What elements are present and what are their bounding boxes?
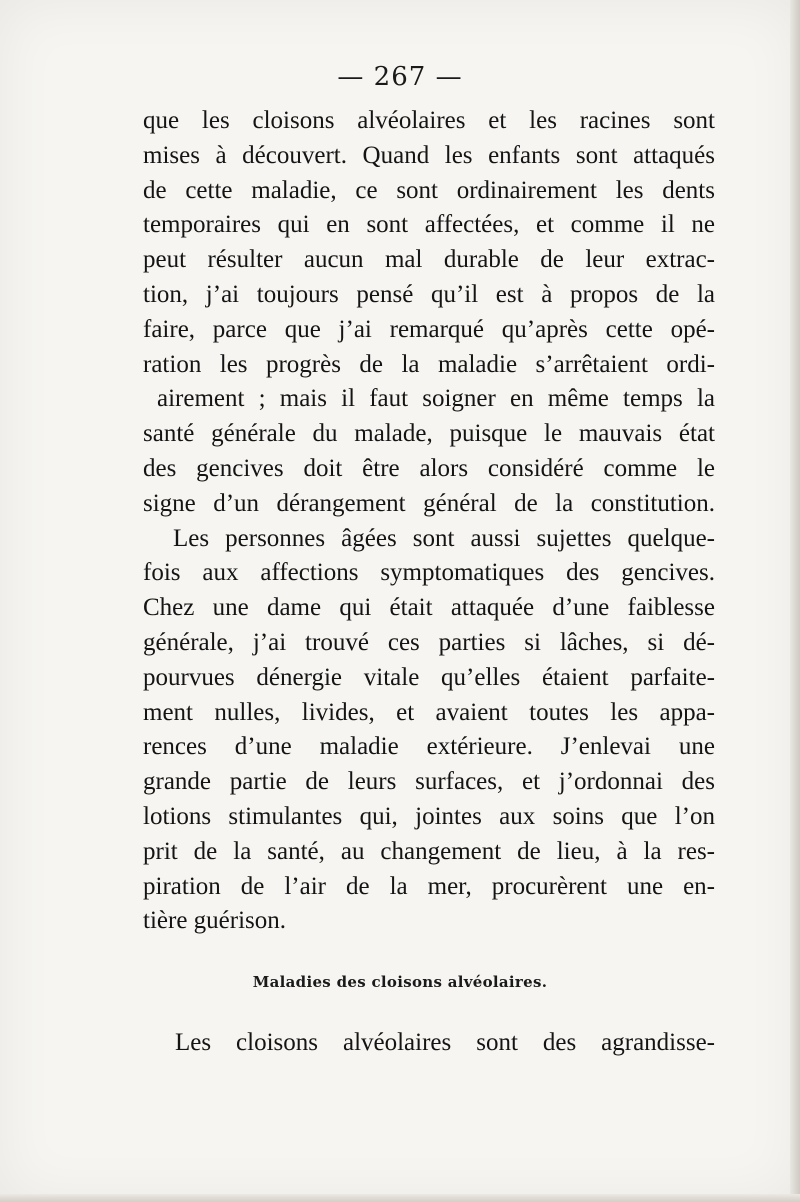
text-line: grande partie de leurs surfaces, et j’ordonnai des: [143, 768, 715, 796]
text-line: piration de l’air de la mer, procurèrent une en-: [143, 872, 715, 900]
text-line: lotions stimulantes qui, jointes aux soins que l’on: [143, 802, 715, 830]
text-line: tière guérison.: [143, 907, 287, 935]
text-line: prit de la santé, au changement de lieu, à la res-: [143, 837, 715, 865]
text-line: mises à découvert. Quand les enfants sont attaqués: [143, 141, 715, 169]
section-heading: Maladies des cloisons alvéolaires.: [252, 973, 548, 991]
text-line: tion, j’ai toujours pensé qu’il est à propos de la: [143, 280, 715, 308]
text-line: de cette maladie, ce sont ordinairement les dents: [143, 176, 715, 204]
text-line: temporaires qui en sont affectées, et comme il ne: [143, 211, 715, 239]
text-line: airement ; mais il faut soigner en même temps la: [157, 385, 715, 413]
text-line: pourvues dénergie vitale qu’elles étaient parfaite-: [143, 663, 715, 691]
text-line: que les cloisons alvéolaires et les racines sont: [143, 107, 715, 134]
text-line: rences d’une maladie extérieure. J’enlevai une: [143, 733, 715, 761]
text-line: générale, j’ai trouvé ces parties si lâches, si dé-: [143, 628, 715, 656]
text-line: ration les progrès de la maladie s’arrêtaient ordi-: [143, 350, 715, 378]
text-line: santé générale du malade, puisque le mauvais état: [143, 420, 715, 448]
text-line: signe d’un dérangement général de la constitution.: [143, 489, 715, 517]
text-line: fois aux affections symptomatiques des gencives.: [143, 559, 715, 587]
text-line: des gencives doit être alors considéré comme le: [143, 454, 715, 482]
text-line: ment nulles, livides, et avaient toutes les appa-: [143, 698, 715, 726]
text-line: Les personnes âgées sont aussi sujettes quelque-: [173, 524, 715, 552]
text-line: Chez une dame qui était attaquée d’une faiblesse: [143, 594, 715, 622]
page-edge-bottom: [0, 1194, 800, 1202]
body-text: [143, 104, 715, 939]
text-line: Les cloisons alvéolaires sont des agrandisse-: [175, 1029, 715, 1056]
page-number: — 267 —: [337, 62, 463, 92]
text-line: peut résulter aucun mal durable de leur extrac-: [143, 246, 715, 274]
page-edge-right: [790, 0, 800, 1202]
text-line: faire, parce que j’ai remarqué qu’après cette opé-: [143, 315, 715, 343]
